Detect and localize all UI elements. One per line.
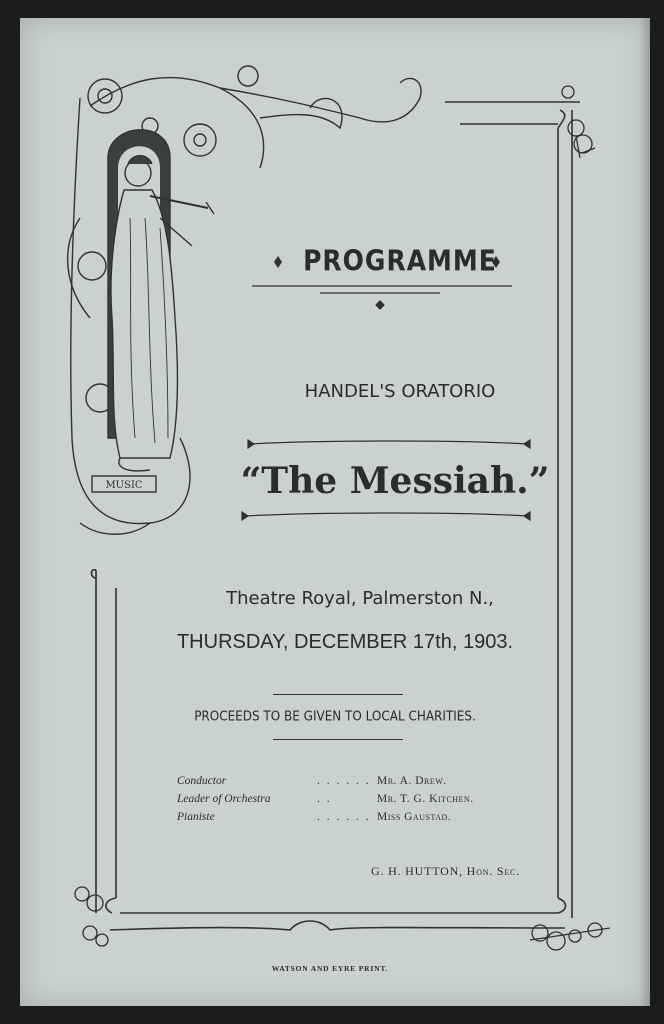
date-line: THURSDAY, DECEMBER 17th, 1903. [176,631,514,653]
oratorio-subheading: HANDEL'S ORATORIO [304,381,496,402]
credit-person: Miss Gaustad. [377,811,452,823]
credit-row-leader [177,793,497,811]
venue-line: Theatre Royal, Palmerston N., [226,588,494,609]
ornamental-border [20,18,650,1006]
credit-role: Pianiste [177,811,215,823]
programme-heading: PROGRAMME [303,243,497,278]
corner-flower-top-right [562,86,595,158]
corner-flower-bottom-right [530,923,610,950]
honorary-secretary: G. H. HUTTON, Hon. Sec. [371,864,520,878]
divider-bottom [273,739,403,740]
credit-row-conductor [177,775,497,793]
messiah-title: “The Messiah.” [240,460,550,502]
credit-leader-dots: . . . . . . [317,811,371,823]
credits-list [177,775,497,829]
proceeds-notice: PROCEEDS TO BE GIVEN TO LOCAL CHARITIES. [194,708,476,724]
corner-flower-bottom-left [75,887,108,946]
credit-leader-dots: . . . . . . [317,775,371,787]
printer-credit: WATSON AND EYRE PRINT. [271,964,389,973]
music-plaque-text: MUSIC [105,480,143,491]
programme-sheet [20,18,650,1006]
credit-leader-dots: . . [317,793,332,805]
credit-row-pianiste [177,811,497,829]
credit-person: Mr. A. Drew. [377,775,447,787]
credit-role: Conductor [177,775,227,787]
credit-role: Leader of Orchestra [177,793,271,805]
credit-person: Mr. T. G. Kitchen. [377,793,474,805]
divider-top [273,694,403,695]
